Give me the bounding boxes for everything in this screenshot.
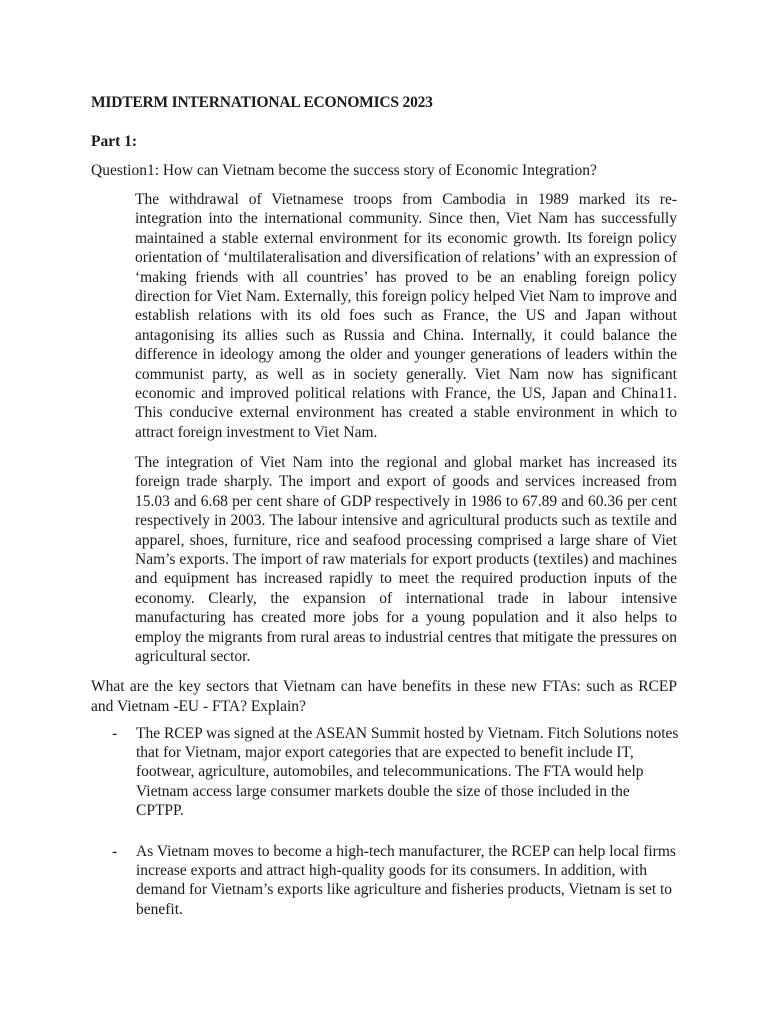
bullet-list [91,724,691,919]
document-title: MIDTERM INTERNATIONAL ECONOMICS 2023 [91,94,433,111]
bullet-text: The RCEP was signed at the ASEAN Summit hosted by Vietnam. Fitch Solutions notes that for Vietnam, major export categories that are expected to benefit include IT, footwear, agriculture, automobiles, and telecommunications. The FTA would help Vietnam access large consumer markets double the size of those included in the CPTPP. [136,725,679,819]
bullet-marker: - [112,843,118,861]
question-2: What are the key sectors that Vietnam can have benefits in these new FTAs: such as RCEP and Vietnam -EU - FTA? Explain? [91,678,677,715]
question-1: Question1: How can Vietnam become the success story of Economic Integration? [91,162,597,179]
answer-paragraph: The withdrawal of Vietnamese troops from Cambodia in 1989 marked its re-integration into the international community. Since then, Viet Nam has successfully maintained a stable external environment for its economic growth. Its foreign policy orientation of ‘multilateralisation and diversification of relations’ with an expression of ‘making friends with all countries’ has proved to be an enabling foreign policy direction for Viet Nam. Externally, this foreign policy helped Viet Nam to improve and establish relations with its old foes such as France, the US and Japan without antagonising its allies such as Russia and China. Internally, it could balance the difference in ideology among the older and younger generations of leaders within the communist party, as well as in society generally. Viet Nam now has significant economic and improved political relations with France, the US, Japan and China11. This conducive external environment has created a stable environment in which to attract foreign investment to Viet Nam. [135,191,677,441]
bullet-text: As Vietnam moves to become a high-tech manufacturer, the RCEP can help local firms increase exports and attract high-quality goods for its consumers. In addition, with demand for Vietnam’s exports like agriculture and fisheries products, Vietnam is set to benefit. [136,843,676,918]
bullet-marker: - [112,725,118,742]
answer-paragraph: The integration of Viet Nam into the regional and global market has increased its foreign trade sharply. The import and export of goods and services increased from 15.03 and 6.68 per cent share of GDP respectively in 1986 to 67.89 and 60.36 per cent respectively in 2003. The labour intensive and agricultural products such as textile and apparel, shoes, furniture, rice and seafood processing comprised a large share of Viet Nam’s exports. The import of raw materials for export products (textiles) and machines and equipment has increased rapidly to meet the required production inputs of the economy. Clearly, the expansion of international trade in labour intensive manufacturing has created more jobs for a young population and it also helps to employ the migrants from rural areas to industrial centres that mitigate the pressures on agricultural sector. [135,454,677,666]
part-heading: Part 1: [91,133,138,150]
bullet-item [91,842,691,919]
bullet-item [91,724,691,820]
